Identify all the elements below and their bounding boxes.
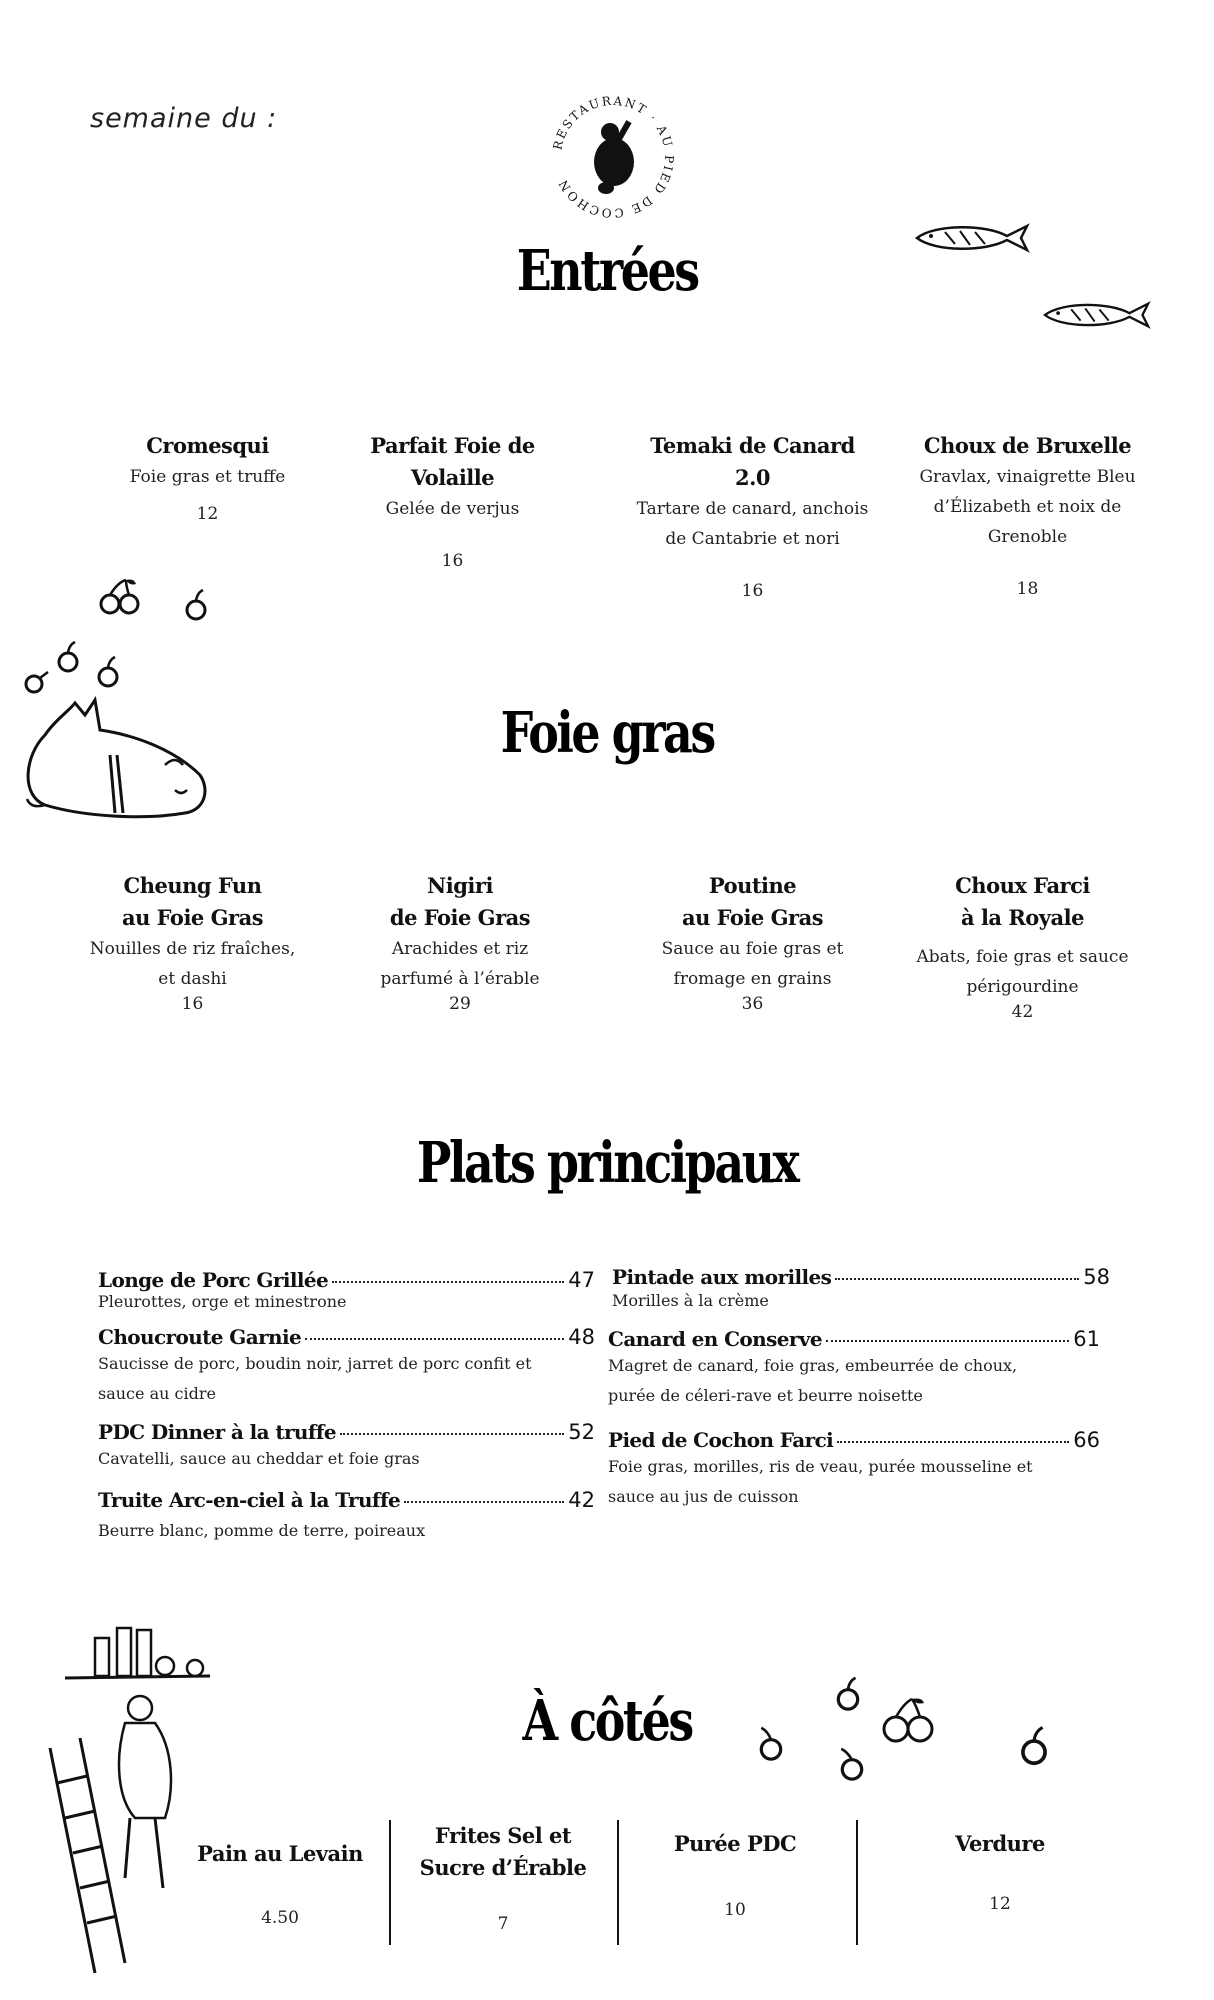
dot-leader (837, 1440, 1069, 1443)
side-name: Verdure (955, 1831, 1045, 1856)
side-price: 4.50 (261, 1908, 299, 1928)
dish-desc: Arachides et riz parfumé à l’érable (380, 939, 540, 989)
dish-desc: Nouilles de riz fraîches, et dashi (89, 939, 296, 989)
fish-icon (1043, 300, 1151, 330)
side-card (890, 1828, 1110, 1914)
side-name: Frites Sel et Sucre d’Érable (419, 1823, 587, 1880)
restaurant-logo (548, 92, 678, 222)
dish-name: Cromesqui (146, 433, 269, 458)
dish-name: Poutine au Foie Gras (681, 873, 824, 930)
side-price: 10 (724, 1900, 746, 1920)
dish-name: Parfait Foie de Volaille (370, 433, 535, 490)
dish-entry (608, 1428, 1100, 1512)
dish-price: 47 (568, 1268, 595, 1292)
dish-entry (98, 1488, 595, 1546)
dish-name: Choux Farci à la Royale (955, 873, 1090, 930)
dish-price: 66 (1073, 1428, 1100, 1452)
dish-price: 48 (568, 1325, 595, 1349)
dish-desc: Magret de canard, foie gras, embeurrée de choux, (608, 1356, 1018, 1375)
dish-name: Temaki de Canard 2.0 (650, 433, 855, 490)
side-price: 12 (989, 1894, 1011, 1914)
dish-price: 52 (568, 1420, 595, 1444)
menu-card (905, 430, 1150, 599)
dish-name: Choucroute Garnie (98, 1325, 302, 1349)
section-title-foie-gras: Foie gras (500, 700, 714, 766)
menu-card (635, 870, 870, 1014)
dish-name: Pintade aux morilles (612, 1265, 832, 1289)
dish-name: Canard en Conserve (608, 1327, 822, 1351)
dish-desc: sauce au jus de cuisson (608, 1487, 799, 1506)
cherry-icon (22, 668, 50, 696)
cherry-icon (95, 655, 121, 689)
menu-card (630, 430, 875, 601)
side-card (190, 1838, 370, 1928)
dish-desc: Morilles à la crème (612, 1291, 769, 1310)
dish-desc: Pleurottes, orge et minestrone (98, 1292, 347, 1311)
dish-desc: Foie gras, morilles, ris de veau, purée mousseline et (608, 1457, 1033, 1476)
dot-leader (340, 1432, 564, 1435)
dish-name: Truite Arc-en-ciel à la Truffe (98, 1488, 401, 1512)
dish-price: 42 (568, 1488, 595, 1512)
dot-leader (305, 1337, 564, 1340)
menu-card (100, 430, 315, 524)
cherry-icon (183, 588, 209, 622)
dish-desc: purée de céleri-rave et beurre noisette (608, 1386, 923, 1405)
logo-text: RESTAURANT · AU PIED DE COCHON (550, 93, 677, 221)
dish-name: Pied de Cochon Farci (608, 1428, 834, 1452)
dish-desc: Saucisse de porc, boudin noir, jarret de porc confit et (98, 1354, 532, 1373)
cherry-icon (838, 1745, 866, 1783)
dish-desc: Gravlax, vinaigrette Bleu d’Élizabeth et noix de Grenoble (919, 467, 1136, 547)
dot-leader (835, 1277, 1079, 1280)
dish-desc: Tartare de canard, anchois de Cantabrie et nori (636, 499, 869, 549)
dish-desc: Cavatelli, sauce au cheddar et foie gras (98, 1449, 420, 1468)
cherry-icon (1018, 1725, 1050, 1767)
dish-desc: Sauce au foie gras et fromage en grains (661, 939, 844, 989)
menu-card (900, 870, 1145, 1022)
cherry-icon (834, 1675, 862, 1713)
side-card (398, 1820, 608, 1934)
cherry-icon (757, 1725, 785, 1763)
dish-name: Nigiri de Foie Gras (389, 873, 531, 930)
side-price: 7 (497, 1914, 509, 1934)
divider (389, 1820, 391, 1945)
dish-name: Cheung Fun au Foie Gras (121, 873, 264, 930)
cherry-icon (55, 640, 81, 674)
dish-desc: sauce au cidre (98, 1384, 216, 1403)
dish-price: 42 (1011, 1002, 1034, 1022)
dish-price: 16 (181, 994, 204, 1014)
section-title-plats: Plats principaux (416, 1130, 798, 1196)
dish-name: Choux de Bruxelle (923, 433, 1132, 458)
cherry-icon (98, 578, 143, 618)
dish-entry (612, 1265, 1110, 1313)
dish-price: 16 (741, 581, 764, 601)
dish-entry (608, 1327, 1100, 1411)
dish-price: 36 (741, 994, 764, 1014)
divider (856, 1820, 858, 1945)
menu-card (335, 430, 570, 571)
dot-leader (826, 1339, 1069, 1342)
dish-desc: Foie gras et truffe (129, 467, 286, 487)
divider (617, 1820, 619, 1945)
section-title-entrees: Entrées (516, 238, 698, 304)
dish-desc: Beurre blanc, pomme de terre, poireaux (98, 1521, 426, 1540)
side-card (630, 1828, 840, 1920)
dish-desc: Abats, foie gras et sauce périgourdine (916, 947, 1129, 997)
dish-price: 29 (449, 994, 471, 1014)
dish-entry (98, 1420, 595, 1474)
dish-price: 61 (1073, 1327, 1100, 1351)
menu-card (345, 870, 575, 1014)
side-name: Purée PDC (673, 1831, 797, 1856)
logo-pig-icon (594, 120, 634, 194)
semaine-label: semaine du : (90, 103, 278, 134)
dot-leader (332, 1280, 564, 1283)
menu-card (75, 870, 310, 1014)
dish-price: 16 (441, 551, 464, 571)
dish-price: 58 (1083, 1265, 1110, 1289)
dish-entry (98, 1325, 595, 1409)
dot-leader (404, 1500, 564, 1503)
side-name: Pain au Levain (197, 1841, 363, 1866)
dish-entry (98, 1268, 595, 1312)
dish-price: 18 (1016, 579, 1039, 599)
dish-name: Longe de Porc Grillée (98, 1268, 329, 1292)
dish-name: PDC Dinner à la truffe (98, 1420, 337, 1444)
cherry-icon (876, 1695, 938, 1747)
dish-desc: Gelée de verjus (385, 499, 520, 519)
dish-price: 12 (196, 504, 219, 524)
section-title-cotes: À côtés (522, 1688, 692, 1754)
